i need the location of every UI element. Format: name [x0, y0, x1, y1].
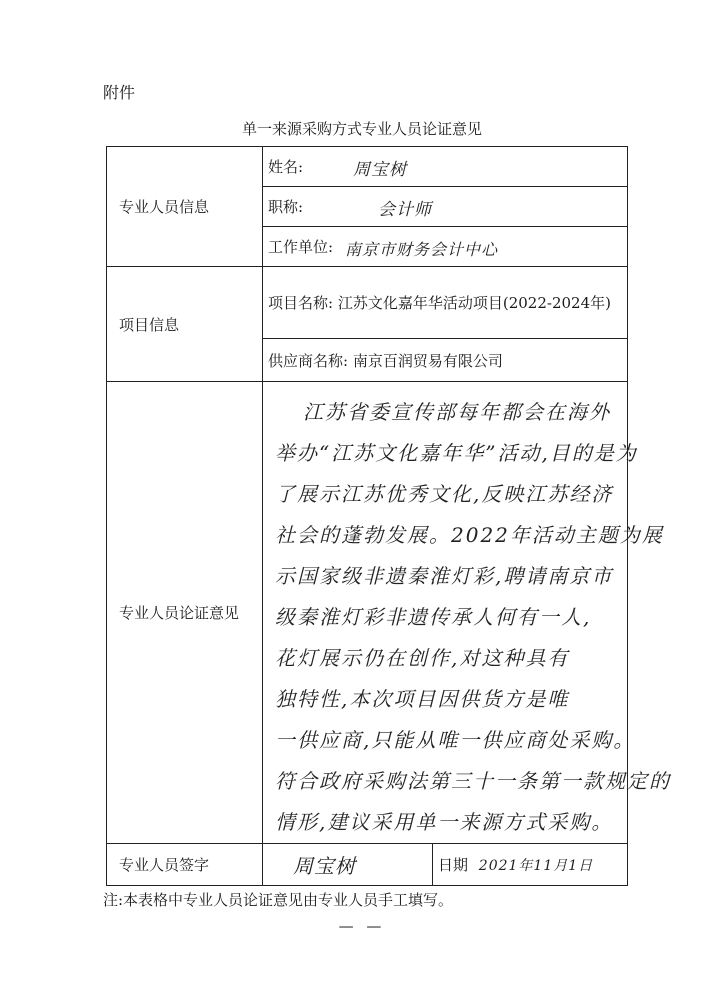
opinion-line: 符合政府采购法第三十一条第一款规定的	[275, 769, 671, 793]
opinion-line: 举办“江苏文化嘉年华”活动,目的是为	[275, 441, 638, 465]
page-number: — —	[338, 917, 386, 935]
opinion-line: 江苏省委宣传部每年都会在海外	[303, 400, 611, 424]
title-row	[263, 187, 628, 227]
date-handwritten-value: 2021年11月1日	[478, 858, 594, 874]
title-label: 职称:	[268, 198, 304, 216]
unit-row	[263, 227, 628, 267]
name-row	[263, 147, 628, 187]
supplier-label: 供应商名称:	[268, 351, 349, 370]
project-name-row	[263, 267, 628, 339]
opinion-handwritten-text	[263, 382, 671, 843]
unit-handwritten-value: 南京市财务会计中心	[345, 240, 499, 259]
name-label: 姓名:	[268, 158, 304, 176]
opinion-line: 了展示江苏优秀文化,反映江苏经济	[275, 482, 614, 506]
name-handwritten-value: 周宝树	[353, 160, 407, 180]
date-cell	[433, 844, 628, 886]
form-title: 单一来源采购方式专业人员论证意见	[241, 120, 482, 138]
signature-cell	[263, 844, 433, 886]
unit-label: 工作单位:	[268, 238, 334, 256]
opinion-form-table	[106, 146, 671, 886]
opinion-line: 级秦淮灯彩非遗传承人何有一人,	[275, 605, 592, 629]
project-info-section-label: 项目信息	[107, 267, 263, 382]
opinion-line: 示国家级非遗秦淮灯彩,聘请南京市	[275, 564, 614, 588]
project-name-value: 江苏文化嘉年华活动项目(2022-2024年)	[337, 293, 611, 312]
opinion-line: 社会的蓬勃发展。2022年活动主题为展	[275, 523, 664, 547]
signature-label: 专业人员签字	[107, 844, 263, 886]
expert-info-section-label: 专业人员信息	[107, 147, 263, 267]
title-handwritten-value: 会计师	[378, 200, 432, 220]
opinion-line: 情形,建议采用单一来源方式采购。	[275, 810, 614, 834]
signature-handwritten: 周宝树	[293, 854, 356, 878]
date-label: 日期	[438, 856, 469, 874]
project-name-label: 项目名称:	[268, 293, 334, 312]
supplier-row	[263, 339, 628, 382]
opinion-section-label: 专业人员论证意见	[107, 382, 263, 844]
opinion-cell	[263, 382, 671, 844]
opinion-line: 独特性,本次项目因供货方是唯	[275, 687, 570, 711]
opinion-line: 一供应商,只能从唯一供应商处采购。	[275, 728, 636, 752]
opinion-line: 花灯展示仍在创作,对这种具有	[275, 646, 570, 670]
footer-note: 注:本表格中专业人员论证意见由专业人员手工填写。	[103, 891, 454, 909]
supplier-value: 南京百润贸易有限公司	[352, 351, 503, 370]
attachment-label: 附件	[103, 83, 136, 102]
